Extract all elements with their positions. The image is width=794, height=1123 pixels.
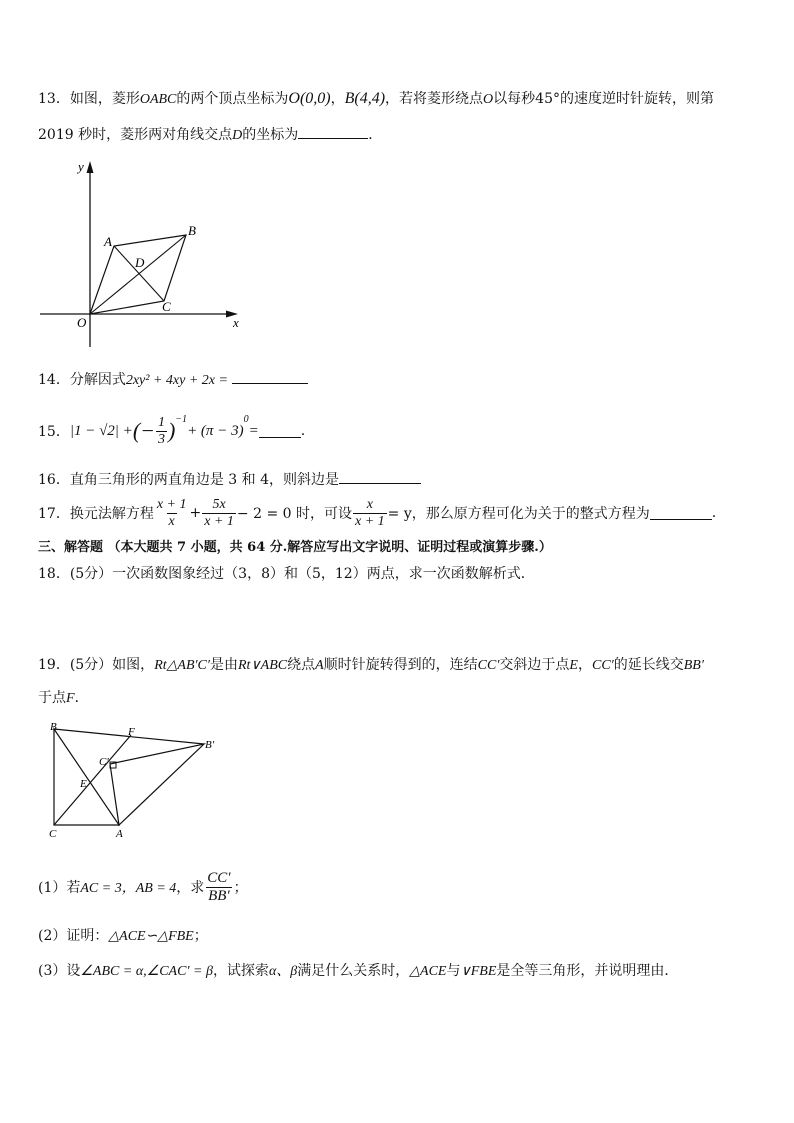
q18: 18．(5分）一次函数图象经过（3，8）和（5，12）两点，求一次函数解析式．: [38, 566, 535, 582]
q13-label-B: B: [188, 223, 196, 238]
q13-label-y: y: [78, 159, 84, 174]
q19-line1: 19．(5分）如图，Rt△AB′C′是由Rt∨ABC绕点A顺时针旋转得到的，连结CC′交斜边于点E，CC′的延长线交BB′: [38, 657, 704, 673]
q19-label-B: B: [50, 721, 57, 733]
answer-blank[interactable]: [232, 382, 308, 384]
q13-label-O: O: [77, 315, 87, 330]
q19-part3: (3）设∠ABC = α,∠CAC′ = β，试探索α、β满足什么关系时，△ACE与∨FBE是全等三角形，并说明理由．: [38, 963, 679, 979]
q19-label-A: A: [116, 828, 123, 840]
q13-line2: 2019 秒时，菱形两对角线交点D的坐标为 ．: [38, 127, 383, 143]
answer-blank[interactable]: [259, 436, 301, 438]
q19-figure: [38, 716, 228, 840]
q19-part2: (2）证明：△ACE∽△FBE；: [38, 928, 208, 944]
q13-label-x: x: [233, 315, 239, 330]
q19-line2: 于点F．: [38, 690, 89, 706]
answer-blank[interactable]: [339, 482, 421, 484]
q19-label-F: F: [128, 726, 135, 738]
q16: 16．直角三角形的两直角边是 3 和 4，则斜边是: [38, 469, 421, 489]
q17: 17．换元法解方程 $\frac{x + 1}{x}$ + $\frac{5x}{x + 1}$ − 2 = 0 时，可设 $\frac{x}{x + 1}$ = y，那么原方程可化为关于 的整式方程为 .: [38, 497, 717, 529]
q19-label-B1: B′: [205, 739, 215, 751]
q13-label-A: A: [104, 234, 112, 249]
q17-fraction-2: $\frac{5x}{x + 1}$: [204, 497, 234, 529]
q17-fraction-1: $\frac{x + 1}{x}$: [156, 497, 187, 529]
q19-label-C1: C′: [99, 756, 109, 768]
q19-part1: (1）若 AC = 3，AB = 4 ，求 $\frac{CC'}{BB'}$ ；: [38, 870, 248, 904]
answer-blank[interactable]: [298, 137, 368, 139]
q19-label-E: E: [80, 778, 87, 790]
q19-label-C: C: [49, 828, 57, 840]
section-heading: 三、解答题 （本大题共 7 小题，共 64 分.解答应写出文字说明、证明过程或演算步骤.）: [38, 540, 552, 555]
q17-fraction-3: $\frac{x}{x + 1}$: [354, 497, 385, 529]
q15-fraction: $\frac{1}{3}$: [157, 415, 165, 447]
q14: 14．分解因式2xy² + 4xy + 2x =: [38, 369, 308, 389]
q15: 15． |1 − √2| + (− $\frac{1}{3}$ ) $^{-1}$ + (π − 3) $^0$ = .: [38, 414, 306, 447]
answer-blank[interactable]: [650, 518, 712, 520]
q19-fraction: $\frac{CC'}{BB'}$: [207, 870, 231, 904]
q13-figure: [38, 155, 248, 350]
q13-label-C: C: [162, 299, 171, 314]
q13-line1: 13．如图，菱形OABC的两个顶点坐标为O(0,0)，B(4,4)，若将菱形绕点O以每秒45°的速度逆时针旋转，则第: [38, 90, 714, 107]
q13-label-D: D: [135, 255, 145, 270]
